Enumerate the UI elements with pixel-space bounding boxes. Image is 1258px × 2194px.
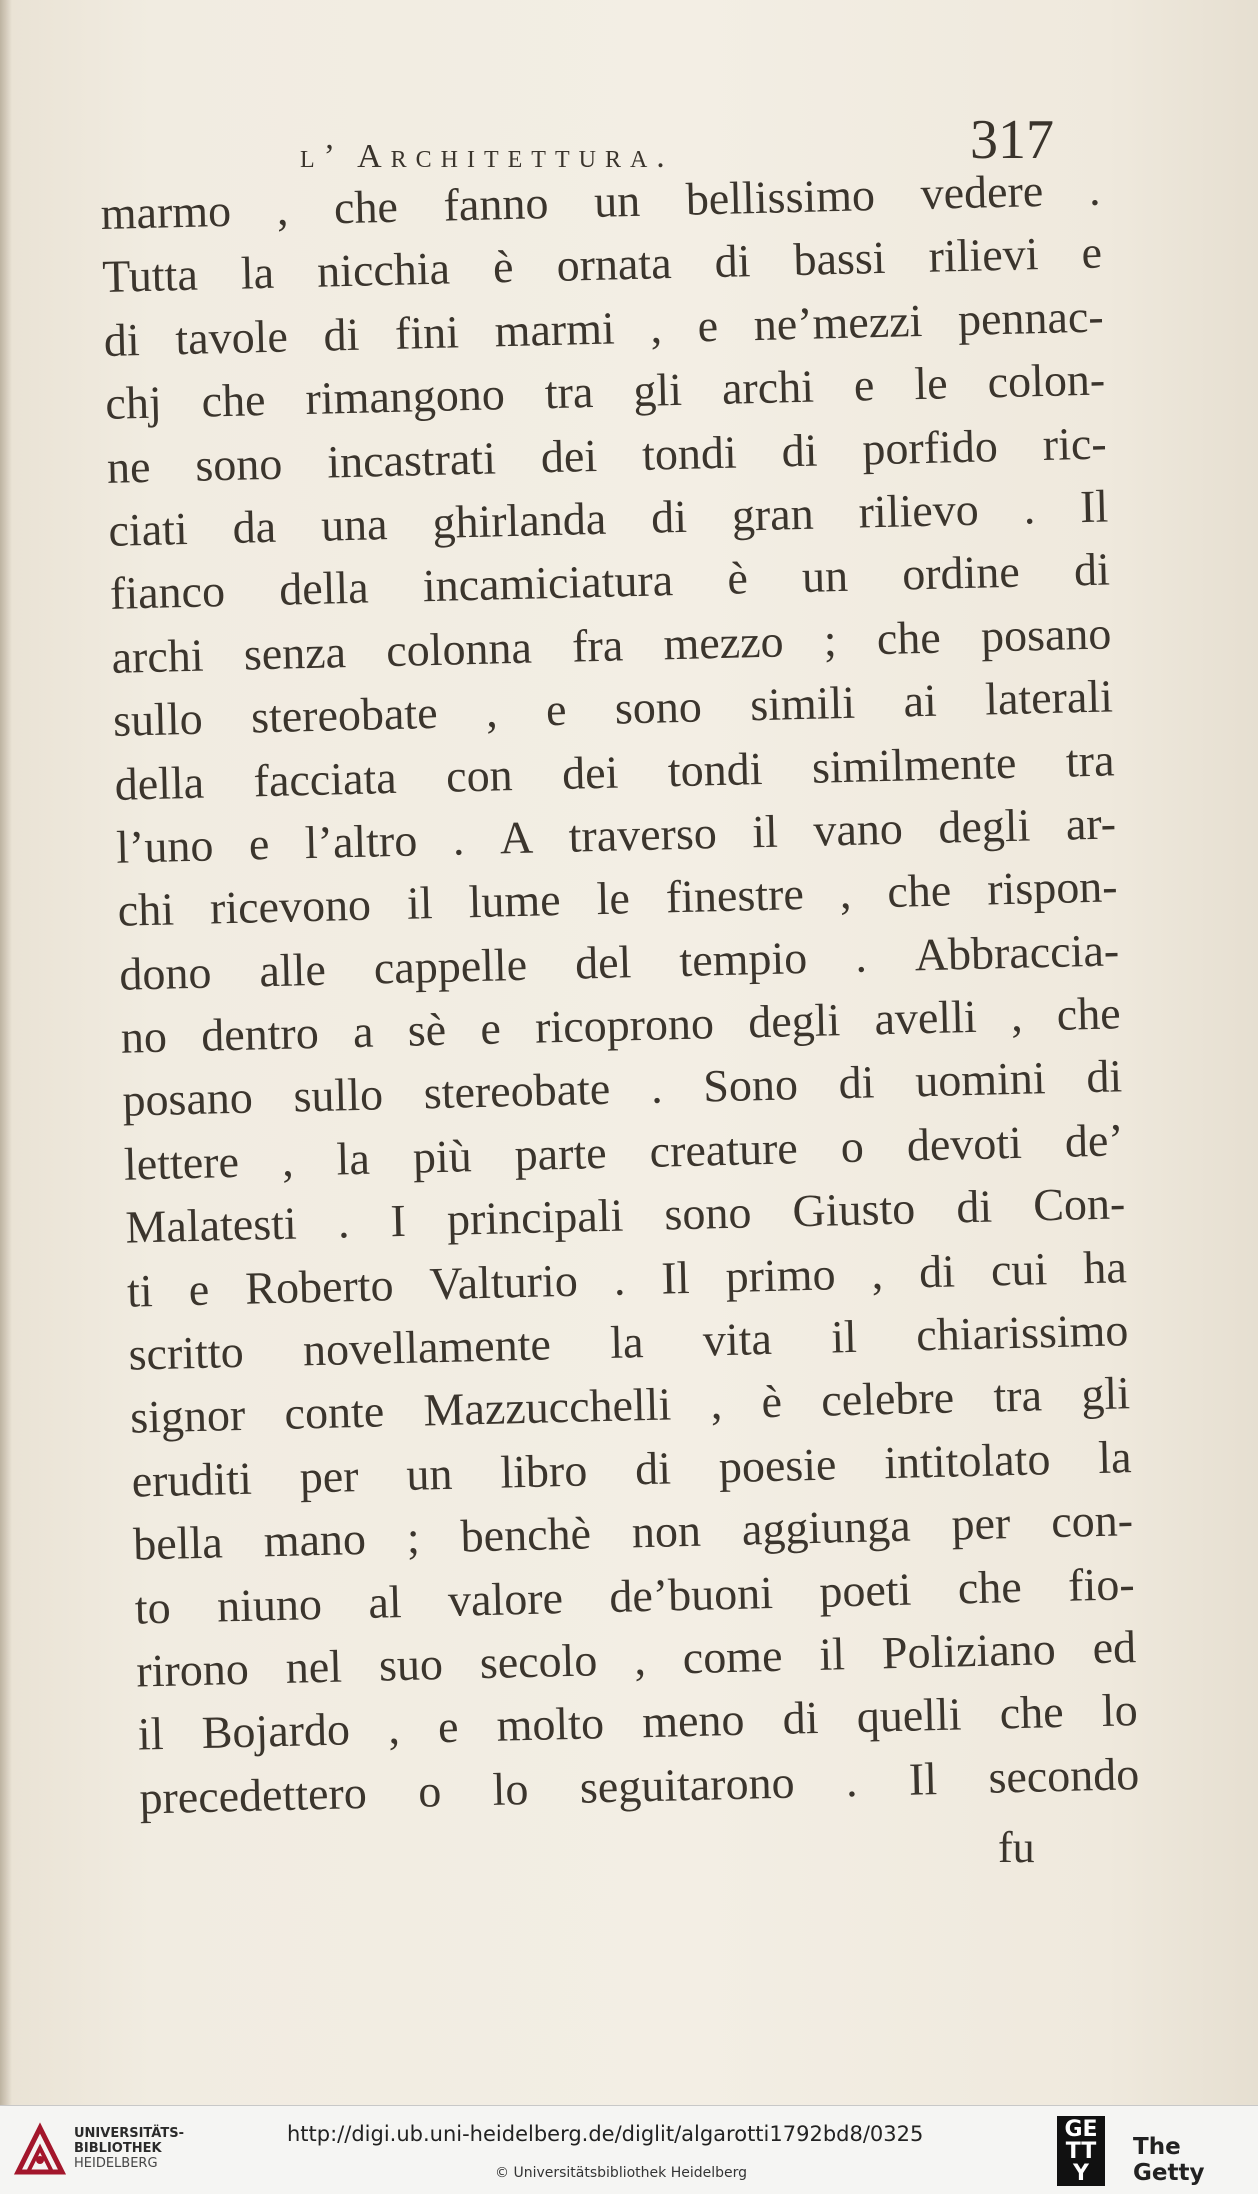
text-line: sullo stereobate , e sono simili ai laterali xyxy=(112,670,1114,746)
text-line: Malatesti . I principali sono Giusto di Con- xyxy=(124,1177,1126,1253)
institution-name xyxy=(74,2126,184,2171)
text-line: eruditi per un libro di poesie intitolato la xyxy=(131,1431,1133,1507)
text-line: dono alle cappelle del tempio . Abbraccia- xyxy=(118,924,1120,1000)
text-line: posano sullo stereobate . Sono di uomini di xyxy=(121,1050,1123,1127)
catchword: fu xyxy=(998,1823,1035,1872)
text-line: il Bojardo , e molto meno di quelli che lo xyxy=(137,1684,1139,1760)
text-line: chj che rimangono tra gli archi e le colon- xyxy=(104,353,1106,430)
text-line: scritto novellamente la vita il chiarissimo xyxy=(128,1304,1129,1380)
viewer-footer xyxy=(0,2105,1258,2194)
getty-name: The Getty xyxy=(1133,2134,1205,2186)
text-line: fianco della incamiciatura è un ordine di xyxy=(109,543,1111,620)
text-line: ti e Roberto Valturio . Il primo , di cui ha xyxy=(126,1240,1128,1317)
text-line: ciati da una ghirlanda di gran rilievo . Il xyxy=(107,480,1109,556)
text-line: archi senza colonna fra mezzo ; che posano xyxy=(110,607,1112,683)
text-line: signor conte Mazzucchelli , è celebre tra gli xyxy=(129,1367,1131,1444)
institution-line-1: UNIVERSITÄTS- xyxy=(74,2126,184,2141)
institution-line-3: HEIDELBERG xyxy=(74,2156,158,2171)
text-line: della facciata con dei tondi similmente tra xyxy=(114,733,1116,810)
text-line: marmo , che fanno un bellissimo vedere . xyxy=(100,163,1102,239)
text-line: no dentro a sè e ricoprono degli avelli , che xyxy=(120,987,1122,1063)
university-seal-icon xyxy=(10,2120,70,2180)
running-title: l’ Architettura. xyxy=(300,138,674,175)
text-line: precedettero o lo seguitarono . Il secondo xyxy=(138,1747,1140,1824)
text-line: Tutta la nicchia è ornata di bassi rilievi e xyxy=(101,226,1103,303)
text-line: rirono nel suo secolo , come il Poliziano ed xyxy=(135,1621,1137,1697)
copyright-notice: © Universitätsbibliothek Heidelberg xyxy=(495,2165,748,2181)
text-line: to niuno al valore de’buoni poeti che fio- xyxy=(134,1557,1136,1634)
permalink-url[interactable]: http://digi.ub.uni-heidelberg.de/diglit/algarotti1792bd8/0325 xyxy=(287,2122,924,2146)
text-line: l’uno e l’altro . A traverso il vano degli ar- xyxy=(115,797,1117,873)
text-line: bella mano ; benchè non aggiunga per con- xyxy=(132,1494,1134,1570)
text-line: lettere , la più parte creature o devoti de’ xyxy=(123,1114,1125,1190)
body-text xyxy=(100,158,1140,1830)
getty-logo-icon: GE TT Y xyxy=(1057,2116,1105,2186)
institution-line-2: BIBLIOTHEK xyxy=(74,2141,162,2156)
text-line: chi ricevono il lume le finestre , che rispon- xyxy=(117,860,1119,937)
text-line: di tavole di fini marmi , e ne’mezzi pennac- xyxy=(103,290,1105,366)
page-number: 317 xyxy=(970,109,1054,171)
text-line: ne sono incastrati dei tondi di porfido ric- xyxy=(106,417,1108,493)
